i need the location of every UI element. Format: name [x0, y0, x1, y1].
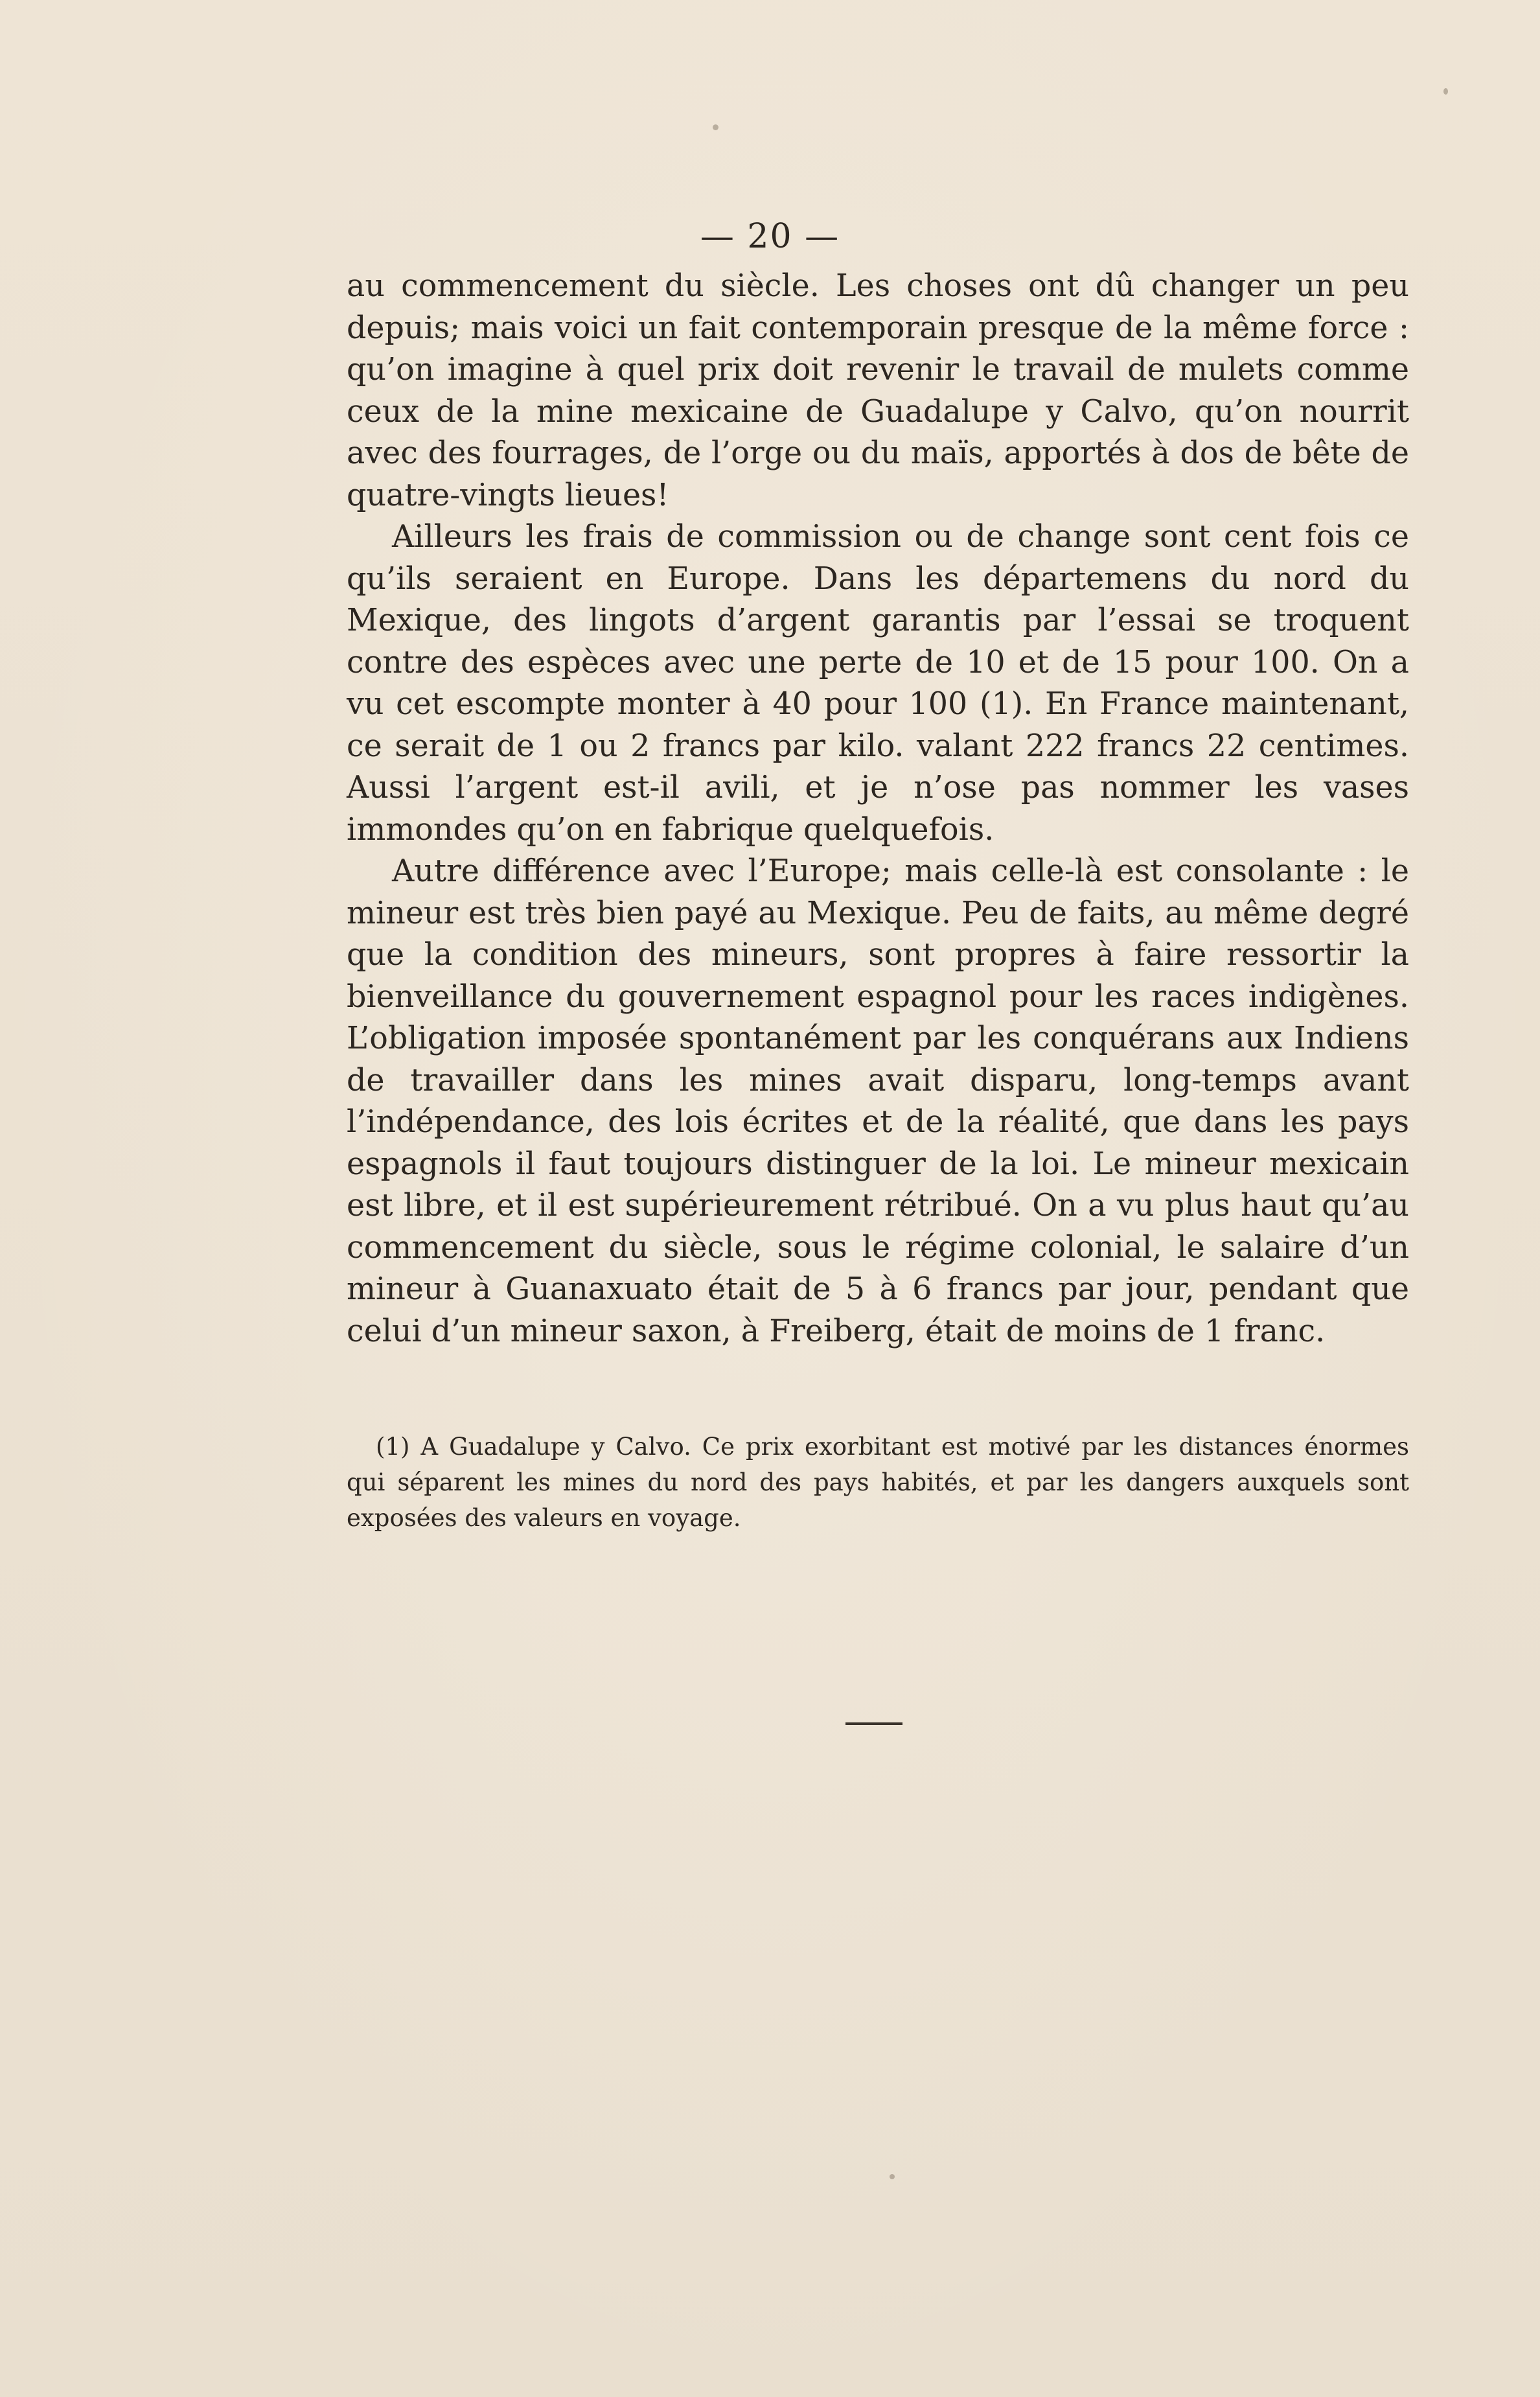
paragraph-3: Autre différence avec l’Europe; mais celle-là est consolante : le mineur est très bien payé au Mexique. Peu de faits, au même degré que la condition des mineurs, sont propres à faire ressortir la bienveillance du gouvernement espagnol pour les races indigènes. L’obligation imposée spontanément par les conquérans aux Indiens de travailler dans les mines avait disparu, long-temps avant l’indépendance, des lois écrites et de la réalité, que dans les pays espagnols il faut toujours distinguer de la loi. Le mineur mexicain est libre, et il est supérieurement rétribué. On a vu plus haut qu’au commencement du siècle, sous le régime colonial, le salaire d’un mineur à Guanaxuato était de 5 à 6 francs par jour, pendant que celui d’un mineur saxon, à Freiberg, était de moins de 1 franc.	[347, 853, 1409, 1349]
paper-speck	[890, 2174, 895, 2179]
paper-speck	[713, 124, 718, 130]
paragraph-2-after-ref: . En France maintenant, ce serait de 1 ou 2 francs par kilo. valant 222 francs 22 centimes. Aussi l’argent est-il avili, et je n’ose pas nommer les vases immondes qu’on en fabrique quelquefois.	[347, 686, 1410, 848]
paragraph-1: au commencement du siècle. Les choses ont dû changer un peu depuis; mais voici un fait contemporain presque de la même force : qu’on imagine à quel prix doit revenir le travail de mulets comme ceux de la mine mexicaine de Guadalupe y Calvo, qu’on nourrit avec des fourrages, de l’orge ou du maïs, apportés à dos de bête de quatre-vingts lieues!	[347, 268, 1409, 513]
main-text	[347, 266, 1409, 1352]
paper-speck	[1443, 88, 1448, 95]
footnote-reference[interactable]: (1)	[979, 686, 1024, 722]
page-number: — 20 —	[700, 217, 840, 256]
footnote: (1) A Guadalupe y Calvo. Ce prix exorbitant est motivé par les distances énormes qui séparent les mines du nord des pays habités, et par les dangers auxquels sont exposées des valeurs en voyage.	[347, 1433, 1409, 1532]
end-rule-divider	[845, 1722, 902, 1725]
paragraph-2-before-ref: Ailleurs les frais de commission ou de change sont cent fois ce qu’ils seraient en Europe. Dans les départemens du nord du Mexique, des lingots d’argent garantis par l’essai se troquent contre des espèces avec une perte de 10 et de 15 pour 100. On a vu cet escompte monter à 40 pour 100	[347, 519, 1409, 722]
paragraph-2	[347, 516, 1409, 851]
